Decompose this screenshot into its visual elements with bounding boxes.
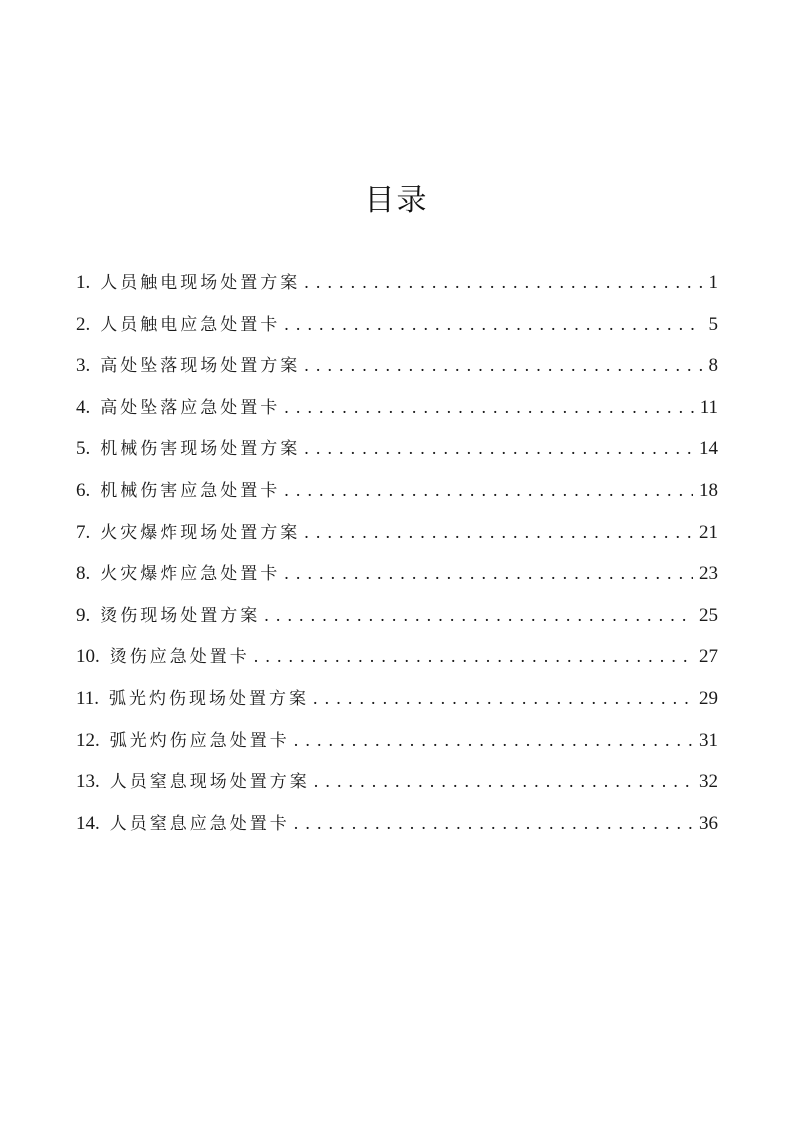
toc-entry[interactable]	[76, 470, 718, 512]
toc-entry-title[interactable]: 人员窒息应急处置卡	[109, 813, 290, 834]
toc-entry-page: 5	[708, 313, 718, 335]
toc-dot-leader	[284, 387, 693, 429]
toc-entry-page: 29	[699, 687, 718, 709]
toc-entry-number: 2.	[76, 313, 91, 335]
toc-entry[interactable]	[76, 678, 718, 720]
toc-entry-title[interactable]: 火灾爆炸应急处置卡	[100, 564, 281, 585]
toc-dot-leader	[313, 678, 693, 720]
toc-entry[interactable]	[76, 512, 718, 554]
toc-entry[interactable]	[76, 636, 718, 678]
toc-entry-page: 27	[699, 646, 718, 668]
toc-dot-leader	[254, 636, 693, 678]
toc-entry-number: 6.	[76, 479, 91, 501]
toc-entry-number: 9.	[76, 604, 91, 626]
toc-entry-number: 10.	[76, 646, 100, 668]
toc-entry-number: 12.	[76, 729, 100, 751]
toc-entry-title[interactable]: 人员触电应急处置卡	[100, 314, 281, 335]
toc-entry-page: 32	[699, 771, 718, 793]
toc-entry-page: 31	[699, 729, 718, 751]
toc-entry[interactable]	[76, 720, 718, 762]
toc-entry-title[interactable]: 烫伤应急处置卡	[109, 647, 250, 668]
toc-entry-title[interactable]: 弧光灼伤应急处置卡	[109, 730, 290, 751]
toc-entry-title[interactable]: 高处坠落应急处置卡	[100, 397, 281, 418]
toc-entry-number: 7.	[76, 521, 91, 543]
toc-entry-page: 14	[699, 438, 718, 460]
toc-entry-title[interactable]: 机械伤害应急处置卡	[100, 480, 281, 501]
toc-entry[interactable]	[76, 387, 718, 429]
toc-entry-page: 1	[708, 272, 718, 293]
toc-entry-number: 4.	[76, 396, 91, 418]
toc-entry-number: 3.	[76, 355, 91, 377]
toc-dot-leader	[304, 345, 702, 387]
toc-entry[interactable]	[76, 345, 718, 387]
toc-entry-number: 11.	[76, 687, 100, 709]
toc-dot-leader	[304, 262, 702, 304]
toc-dot-leader	[284, 553, 693, 595]
toc-entry-page: 8	[708, 355, 718, 377]
toc-entry-page: 23	[699, 563, 718, 585]
toc-dot-leader	[264, 595, 693, 637]
toc-entry-page: 36	[699, 812, 718, 834]
page-title: 目录	[364, 183, 429, 218]
toc-list	[76, 262, 718, 844]
toc-dot-leader	[284, 304, 702, 346]
toc-entry-page: 11	[699, 396, 718, 418]
toc-entry-page: 18	[699, 479, 718, 501]
toc-entry-number: 5.	[76, 438, 91, 460]
toc-entry-title[interactable]: 火灾爆炸现场处置方案	[100, 522, 301, 543]
toc-entry-title[interactable]: 高处坠落现场处置方案	[100, 356, 301, 377]
toc-entry[interactable]	[76, 304, 718, 346]
toc-dot-leader	[294, 803, 693, 845]
toc-dot-leader	[304, 428, 693, 470]
toc-entry-title[interactable]: 人员窒息现场处置方案	[109, 772, 310, 793]
toc-dot-leader	[284, 470, 693, 512]
toc-entry[interactable]	[76, 803, 718, 845]
toc-entry[interactable]	[76, 428, 718, 470]
toc-dot-leader	[314, 761, 693, 803]
toc-entry-number: 8.	[76, 563, 91, 585]
toc-entry[interactable]	[76, 761, 718, 803]
toc-entry-title[interactable]: 弧光灼伤现场处置方案	[109, 688, 310, 709]
toc-entry-number: 13.	[76, 771, 100, 793]
toc-entry[interactable]	[76, 262, 718, 304]
toc-entry-page: 21	[699, 521, 718, 543]
toc-dot-leader	[304, 512, 693, 554]
toc-entry-number: 14.	[76, 812, 100, 834]
toc-dot-leader	[294, 720, 693, 762]
toc-entry[interactable]	[76, 595, 718, 637]
toc-entry-title[interactable]: 人员触电现场处置方案	[100, 273, 301, 293]
toc-entry-page: 25	[699, 604, 718, 626]
toc-entry-title[interactable]: 烫伤现场处置方案	[100, 605, 261, 626]
toc-entry[interactable]	[76, 553, 718, 595]
toc-entry-number: 1.	[76, 272, 91, 293]
toc-entry-title[interactable]: 机械伤害现场处置方案	[100, 439, 301, 460]
